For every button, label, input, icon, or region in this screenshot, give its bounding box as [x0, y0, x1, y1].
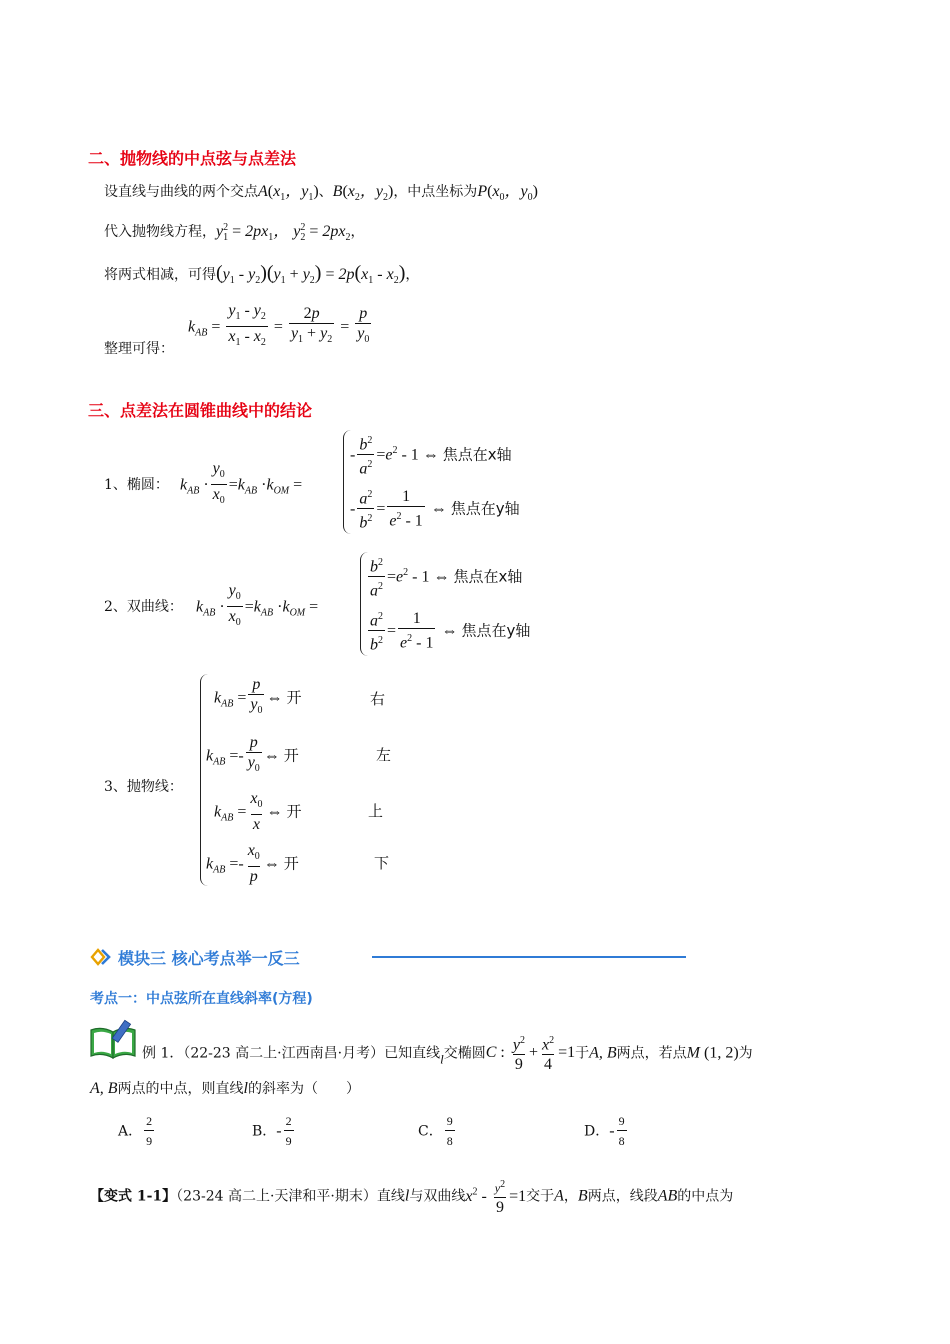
parabola-case-right: $k_{AB}$ = $\frac{p}{y_0}$ ⇔ 开 [214, 676, 301, 721]
ellipse-lhs: $k_{AB}$ · $\frac{y_0}{x_0}$ $=k_{AB} \cdot k_{OM}$ = [180, 460, 302, 511]
line1-point-b: $B(x_2$，$y_2$) [332, 183, 394, 204]
kaodian1-title: 考点一：中点弦所在直线斜率(方程) [90, 991, 313, 1007]
example1-line1: 例 1．（22-23 高二上·江西南昌·月考）已知直线l交椭圆C : $\frac{y^2}{9}$ + $\frac{x^2}{4}$ =1于A, B两点，若点M (1, 2)为 [142, 1035, 753, 1074]
dir-up: 上 [368, 802, 384, 820]
module-title: 模块三 核心考点举一反三 [118, 949, 300, 968]
parabola-case-up: $k_{AB}$ = $\frac{x_0}{x}$ ⇔ 开 [214, 790, 302, 834]
dir-left: 左 [376, 746, 392, 764]
section2-title: 二、抛物线的中点弦与点差法 [88, 149, 297, 168]
line1-point-a: $A(x_1$，$y_1$) [258, 183, 319, 204]
parabola-label: 3、抛物线： [104, 779, 183, 795]
module-divider [372, 956, 686, 958]
line2-equations: $y_1^2 = 2px_1$， $y_2^2 = 2px_2$ [216, 221, 351, 244]
parabola-case-down: $k_{AB}$ =- $\frac{x_0}{p}$ ⇔ 开 [206, 842, 299, 886]
section2-line2: 代入抛物线方程，$y_1^2 = 2px_1$， $y_2^2 = 2px_2$， [104, 221, 365, 244]
option-c[interactable]: C． $\frac{9}{8}$ [418, 1112, 457, 1151]
section3-title: 三、点差法在圆锥曲线中的结论 [88, 401, 313, 420]
dir-right: 右 [370, 690, 386, 708]
section2-slope-formula: $k_{AB}$ = $\frac{y_1 - y_2}{x_1 - x_2}$ = $\frac{2p}{y_1 + y_2}$ = $\frac{p}{y_0}$ [188, 302, 373, 353]
line2-prefix: 代入抛物线方程， [104, 224, 216, 240]
parabola-case-left: $k_{AB}$ =- $\frac{p}{y_0}$ ⇔ 开 [206, 734, 299, 779]
section2-line1: 设直线与曲线的两个交点$A(x_1$，$y_1$)、$B(x_2$，$y_2$)，中点坐标为$P(x_0$，$y_0$) [104, 183, 538, 204]
dir-down: 下 [374, 854, 390, 872]
section2-line4: 整理可得： [104, 341, 174, 357]
option-a[interactable]: A． $\frac{2}{9}$ [118, 1112, 156, 1151]
example1-prefix: 例 1．（22-23 高二上·江西南昌·月考）已知直线 [142, 1045, 441, 1062]
example1-line2: A, B两点的中点，则直线l的斜率为（ ） [90, 1080, 360, 1097]
variant-tag: 【变式 1-1】 [90, 1188, 177, 1205]
diamond-chevron-icon [90, 946, 114, 968]
option-d[interactable]: D．- $\frac{9}{8}$ [584, 1112, 629, 1151]
variant-1-1: 【变式 1-1】（23-24 高二上·天津和平·期末）直线l与双曲线$x^2$ - $\frac{y^2}{9}$ =1交于A，B两点，线段AB的中点为 [90, 1179, 734, 1216]
ellipse-label: 1、椭圆： [104, 477, 169, 493]
section2-line3: 将两式相减，可得$(y_1 - y_2)(y_1 + y_2) = 2p(x_1 - x_2)$， [104, 262, 420, 287]
hyperbola-lhs: $k_{AB}$ · $\frac{y_0}{x_0}$ $=k_{AB} \cdot k_{OM}$ = [196, 582, 318, 633]
hyperbola-label: 2、双曲线： [104, 599, 183, 615]
hyperbola-case1: $\frac{b^2}{a^2}$ $=e^2 - 1$ ⇔ 焦点在x轴 [370, 557, 523, 600]
hyperbola-equation: $x^2$ - $\frac{y^2}{9}$ =1 [465, 1179, 527, 1216]
line3-prefix: 将两式相减，可得 [104, 267, 216, 283]
line3-equation: $(y_1 - y_2)(y_1 + y_2) = 2p(x_1 - x_2)$ [216, 262, 406, 287]
line1-mid: ，中点坐标为 [393, 184, 478, 200]
ellipse-case2: - $\frac{a^2}{b^2}$ = $\frac{1}{e^2 - 1}$ ⇔ 焦点在y轴 [350, 488, 520, 532]
hyperbola-case2: $\frac{a^2}{b^2}$ = $\frac{1}{e^2 - 1}$ ⇔ 焦点在y轴 [370, 610, 531, 654]
option-b[interactable]: B．- $\frac{2}{9}$ [252, 1112, 296, 1151]
ellipse-case1: - $\frac{b^2}{a^2}$ $=e^2 - 1$ ⇔ 焦点在x轴 [350, 435, 512, 478]
line1-prefix: 设直线与曲线的两个交点 [104, 184, 258, 200]
book-pencil-icon [88, 1018, 140, 1062]
line1-point-p: $P(x_0$，$y_0$) [477, 183, 538, 204]
ellipse-equation: C : $\frac{y^2}{9}$ + $\frac{x^2}{4}$ =1 [485, 1035, 576, 1074]
